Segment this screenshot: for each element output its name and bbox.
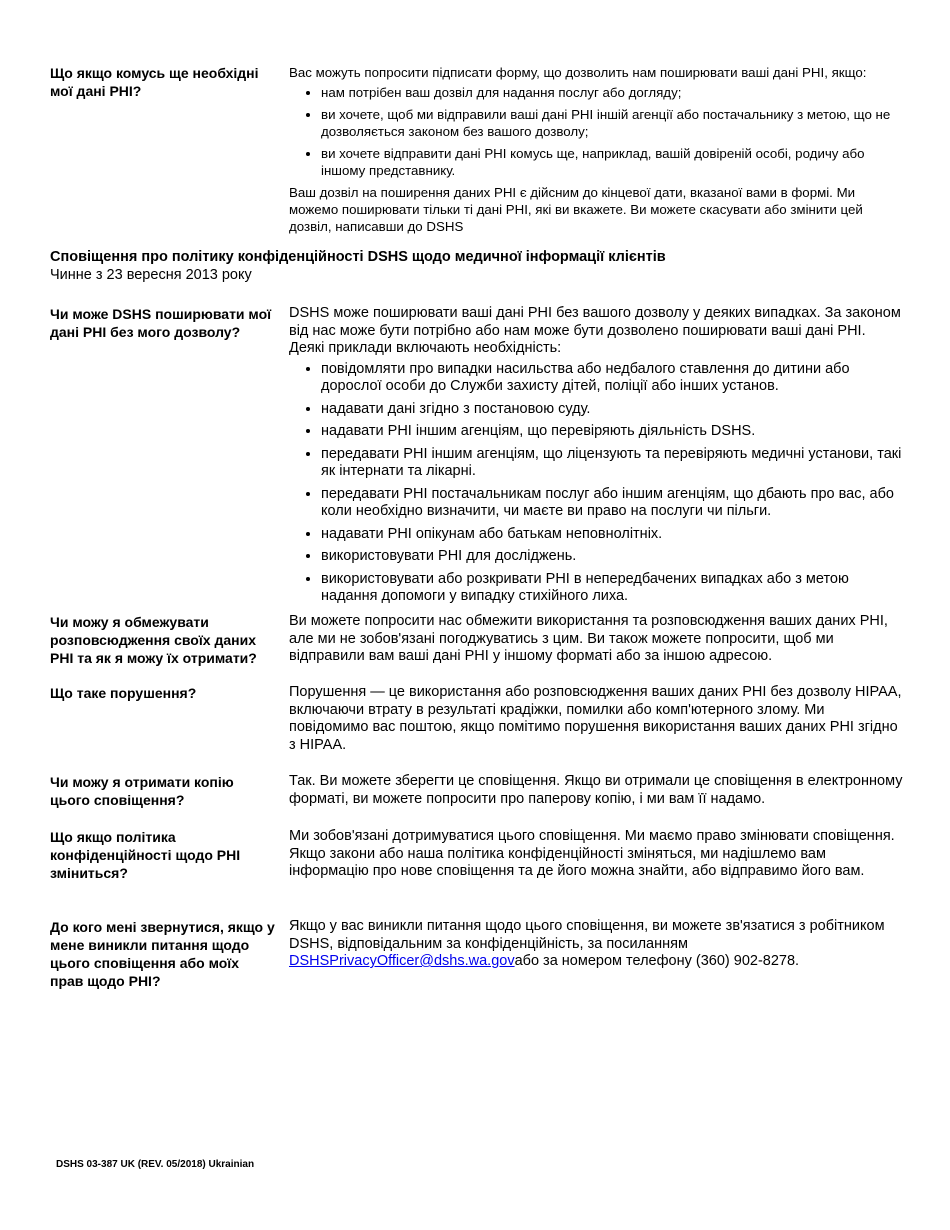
list-item: • ви хочете, щоб ми відправили ваші дані PHI іншій агенції або постачальнику з метою, що не дозволяється законом без вашого дозволу;	[321, 106, 904, 140]
list-item: • використовувати PHI для досліджень.	[321, 548, 904, 566]
answer-copy: Так. Ви можете зберегти це сповіщення. Якщо ви отримали це сповіщення в електронному форматі, ви можете попросити про паперову копію, і ми вам її надамо.	[289, 773, 903, 807]
question-contact: До кого мені звернутися, якщо у мене виникли питання щодо цього сповіщення або моїх прав щодо PHI?	[50, 919, 275, 989]
answer-share-without-permission	[289, 305, 904, 611]
form-footer: DSHS 03-387 UK (REV. 05/2018) Ukrainian	[56, 1159, 255, 1170]
answer-intro: DSHS може поширювати ваші дані PHI без вашого дозволу у деяких випадках. За законом від нас може бути потрібно або нам може бути дозволено поширювати ваші дані PHI. Деякі приклади включають необхідність:	[289, 305, 901, 356]
list-item: • повідомляти про випадки насильства або недбалого ставлення до дитини або дорослої особи до Служби захисту дітей, поліції або інших установ.	[321, 361, 904, 396]
question-policy-change: Що якщо політика конфіденційності щодо PHI зміниться?	[50, 829, 241, 881]
list-item: • передавати PHI іншим агенціям, що ліцензують та перевіряють медичні установи, такі як інтернати та лікарні.	[321, 446, 904, 481]
notice-title: Сповіщення про політику конфіденційності DSHS щодо медичної інформації клієнтів	[50, 249, 666, 265]
bullet-list	[289, 84, 904, 179]
answer-closing: Ваш дозвіл на поширення даних PHI є дійсним до кінцевої дати, вказаної вами в формі. Ми можемо поширювати тільки ті дані PHI, які ви вкажете. Ви можете скасувати або змінити цей дозвіл, написавши до DSHS	[289, 185, 863, 234]
question-limit-sharing: Чи можу я обмежувати розповсюдження своїх даних PHI та як я можу їх отримати?	[50, 614, 257, 666]
answer-policy-change: Ми зобов'язані дотримуватися цього сповіщення. Ми маємо право змінювати сповіщення. Якщо закони або наша політика конфіденційності зміняться, ми надішлемо вам інформацію про нове сповіщення та де його можна знайти, або відправимо його вам.	[289, 828, 895, 879]
answer-contact	[289, 918, 904, 971]
contact-text-before: Якщо у вас виникли питання щодо цього сповіщення, ви можете зв'язатися з робітником DSHS, відповідальним за конфіденційність, за посиланням	[289, 918, 885, 952]
bullet-list	[289, 361, 904, 606]
answer-limit-sharing: Ви можете попросити нас обмежити використання та розповсюдження ваших даних PHI, але ми не зобов'язані погоджуватись з цим. Ви також можете попросити, щоб ми відправили вам ваші дані PHI у іншому форматі або за іншою адресою.	[289, 613, 888, 664]
contact-text-after: або за номером телефону (360) 902-8278.	[514, 953, 800, 969]
list-item: • нам потрібен ваш дозвіл для надання послуг або догляду;	[321, 84, 904, 101]
question-share-without-permission: Чи може DSHS поширювати мої дані PHI без мого дозволу?	[50, 306, 272, 340]
privacy-officer-email-link[interactable]: DSHSPrivacyOfficer@dshs.wa.gov	[289, 953, 515, 969]
list-item: • передавати PHI постачальникам послуг або іншим агенціям, що дбають про вас, або коли необхідно визначити, чи маєте ви право на послуги чи пільги.	[321, 486, 904, 521]
question-breach: Що таке порушення?	[50, 685, 197, 701]
answer-breach: Порушення — це використання або розповсюдження ваших даних PHI без дозволу HIPAA, включаючи втрату в результаті крадіжки, помилки або комп'ютерного злому. Ми повідомимо вас поштою, якщо помітимо порушення використання ваших даних PHI згідно з HIPAA.	[289, 684, 902, 753]
list-item: • надавати дані згідно з постановою суду.	[321, 401, 904, 419]
notice-effective-date: Чинне з 23 вересня 2013 року	[50, 267, 252, 283]
question-copy: Чи можу я отримати копію цього сповіщення?	[50, 774, 234, 808]
list-item: • використовувати або розкривати PHI в непередбачених випадках або з метою надання допомоги у випадку стихійного лиха.	[321, 571, 904, 606]
list-item: • надавати PHI опікунам або батькам неповнолітніх.	[321, 526, 904, 544]
answer-intro: Вас можуть попросити підписати форму, що дозволить нам поширювати ваші дані PHI, якщо:	[289, 65, 867, 80]
question-others-need-phi: Що якщо комусь ще необхідні мої дані PHI?	[50, 65, 259, 99]
list-item: • надавати PHI іншим агенціям, що перевіряють діяльність DSHS.	[321, 423, 904, 441]
list-item: • ви хочете відправити дані PHI комусь ще, наприклад, вашій довіреній особі, родичу або іншому представнику.	[321, 145, 904, 179]
answer-others-need-phi	[289, 64, 904, 235]
